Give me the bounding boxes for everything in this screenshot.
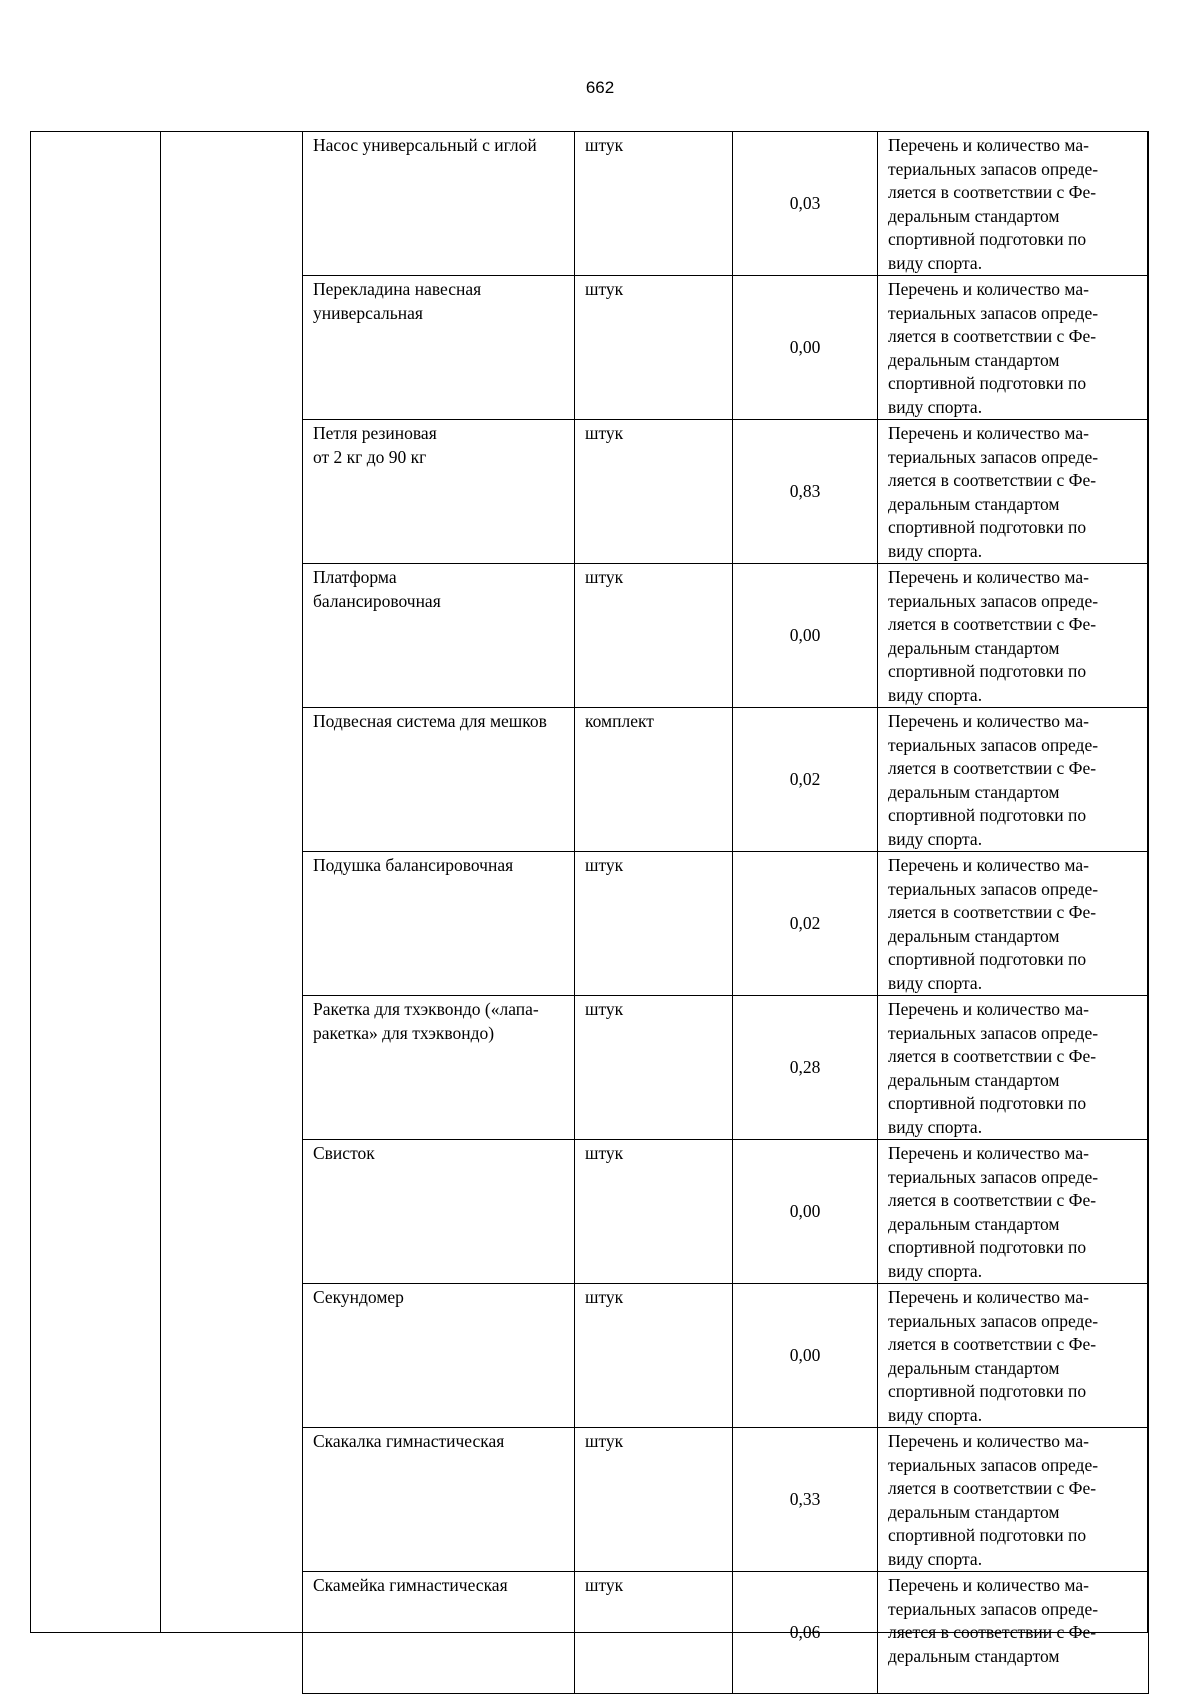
- item-name: Перекладина навесная универсальная: [303, 276, 575, 420]
- table-row: [303, 276, 1149, 420]
- item-note-line: териальных запасов опреде-: [888, 1310, 1099, 1331]
- item-note-line: ляется в соответствии с Фе-: [888, 1190, 1097, 1210]
- item-note-line: спортивной подготовки по: [888, 1381, 1087, 1401]
- item-quantity: 0,02: [733, 708, 878, 852]
- item-note-line: спортивной подготовки по: [888, 805, 1087, 825]
- item-name: Свисток: [303, 1140, 575, 1284]
- item-note-line: спортивной подготовки по: [888, 373, 1087, 393]
- item-name: Ракетка для тхэквондо («лапа-ракетка» для тхэквондо): [303, 996, 575, 1140]
- item-quantity: 0,28: [733, 996, 878, 1140]
- item-quantity: 0,03: [733, 132, 878, 276]
- item-note-line: ляется в соответствии с Фе-: [888, 1478, 1097, 1498]
- item-note-line: ляется в соответствии с Фе-: [888, 1334, 1097, 1354]
- item-note-line: Перечень и количество ма-: [888, 135, 1089, 155]
- materials-table-body: [303, 132, 1149, 1694]
- item-note-line: деральным стандартом: [888, 349, 1060, 370]
- item-note: [878, 132, 1149, 276]
- item-note-line: Перечень и количество ма-: [888, 1431, 1089, 1451]
- item-note-line: Перечень и количество ма-: [888, 1143, 1089, 1163]
- item-note: [878, 996, 1149, 1140]
- item-quantity: 0,00: [733, 1140, 878, 1284]
- item-unit: штук: [575, 1572, 733, 1694]
- item-note-line: спортивной подготовки по: [888, 1525, 1087, 1545]
- item-note-line: ляется в соответствии с Фе-: [888, 614, 1097, 634]
- item-note-line: виду спорта.: [888, 684, 983, 705]
- materials-table: [302, 131, 1149, 1694]
- table-row: [303, 564, 1149, 708]
- table-row: [303, 1284, 1149, 1428]
- item-unit: штук: [575, 852, 733, 996]
- item-note-line: териальных запасов опреде-: [888, 1598, 1099, 1619]
- item-note: [878, 1572, 1149, 1694]
- item-note-line: териальных запасов опреде-: [888, 878, 1099, 899]
- item-note-line: Перечень и количество ма-: [888, 423, 1089, 443]
- item-quantity: 0,33: [733, 1428, 878, 1572]
- item-note: [878, 1428, 1149, 1572]
- item-name: Скамейка гимнастическая: [303, 1572, 575, 1694]
- item-note-line: деральным стандартом: [888, 1213, 1060, 1234]
- item-unit: штук: [575, 1284, 733, 1428]
- item-note-line: териальных запасов опреде-: [888, 1166, 1099, 1187]
- item-note-line: териальных запасов опреде-: [888, 590, 1099, 611]
- item-quantity: 0,02: [733, 852, 878, 996]
- item-note-line: ляется в соответствии с Фе-: [888, 182, 1097, 202]
- table-row: [303, 852, 1149, 996]
- item-note-line: Перечень и количество ма-: [888, 1287, 1089, 1307]
- item-quantity: 0,00: [733, 564, 878, 708]
- item-note-line: спортивной подготовки по: [888, 229, 1087, 249]
- column-divider-1: [160, 131, 161, 1633]
- item-note-line: виду спорта.: [888, 1548, 983, 1569]
- table-row: [303, 708, 1149, 852]
- item-name: Подвесная система для мешков: [303, 708, 575, 852]
- item-note-line: спортивной подготовки по: [888, 661, 1087, 681]
- item-quantity: 0,06: [733, 1572, 878, 1694]
- table-row: [303, 1572, 1149, 1694]
- item-note-line: Перечень и количество ма-: [888, 711, 1089, 731]
- item-note-line: деральным стандартом: [888, 493, 1060, 514]
- item-note-line: Перечень и количество ма-: [888, 855, 1089, 875]
- item-note-line: ляется в соответствии с Фе-: [888, 470, 1097, 490]
- item-note-line: виду спорта.: [888, 396, 983, 417]
- item-note-line: виду спорта.: [888, 540, 983, 561]
- table-row: [303, 1428, 1149, 1572]
- table-row: [303, 132, 1149, 276]
- item-note-line: деральным стандартом: [888, 1357, 1060, 1378]
- item-note-line: деральным стандартом: [888, 1501, 1060, 1522]
- item-note-line: териальных запасов опреде-: [888, 158, 1099, 179]
- item-name: Насос универсальный с иглой: [303, 132, 575, 276]
- item-unit: штук: [575, 996, 733, 1140]
- item-note: [878, 708, 1149, 852]
- item-note-line: деральным стандартом: [888, 925, 1060, 946]
- item-note-line: ляется в соответствии с Фе-: [888, 326, 1097, 346]
- item-note-line: спортивной подготовки по: [888, 517, 1087, 537]
- item-note-line: деральным стандартом: [888, 637, 1060, 658]
- item-note-line: виду спорта.: [888, 1260, 983, 1281]
- item-note-line: спортивной подготовки по: [888, 1093, 1087, 1113]
- item-name: Петля резиновая от 2 кг до 90 кг: [303, 420, 575, 564]
- item-note-line: териальных запасов опреде-: [888, 734, 1099, 755]
- item-note-line: териальных запасов опреде-: [888, 302, 1099, 323]
- item-note-line: Перечень и количество ма-: [888, 567, 1089, 587]
- item-note-line: виду спорта.: [888, 972, 983, 993]
- item-note-line: териальных запасов опреде-: [888, 1454, 1099, 1475]
- item-note-line: виду спорта.: [888, 1404, 983, 1425]
- item-note-line: деральным стандартом: [888, 781, 1060, 802]
- item-note-line: спортивной подготовки по: [888, 949, 1087, 969]
- item-quantity: 0,00: [733, 276, 878, 420]
- item-note-line: ляется в соответствии с Фе-: [888, 758, 1097, 778]
- item-unit: штук: [575, 132, 733, 276]
- item-note: [878, 276, 1149, 420]
- item-note-line: Перечень и количество ма-: [888, 999, 1089, 1019]
- item-note-line: териальных запасов опреде-: [888, 446, 1099, 467]
- item-note-line: виду спорта.: [888, 828, 983, 849]
- item-name: Платформа балансировочная: [303, 564, 575, 708]
- item-note-line: виду спорта.: [888, 252, 983, 273]
- item-note-line: деральным стандартом: [888, 1069, 1060, 1090]
- item-note: [878, 852, 1149, 996]
- item-note-line: териальных запасов опреде-: [888, 1022, 1099, 1043]
- item-name: Скакалка гимнастическая: [303, 1428, 575, 1572]
- item-note: [878, 420, 1149, 564]
- item-note-line: Перечень и количество ма-: [888, 1575, 1089, 1595]
- item-name: Секундомер: [303, 1284, 575, 1428]
- table-row: [303, 996, 1149, 1140]
- item-name: Подушка балансировочная: [303, 852, 575, 996]
- item-unit: комплект: [575, 708, 733, 852]
- item-quantity: 0,00: [733, 1284, 878, 1428]
- item-note-line: ляется в соответствии с Фе-: [888, 902, 1097, 922]
- item-note-line: деральным стандартом: [888, 205, 1060, 226]
- item-note-line: Перечень и количество ма-: [888, 279, 1089, 299]
- item-note: [878, 564, 1149, 708]
- item-note-line: ляется в соответствии с Фе-: [888, 1622, 1097, 1642]
- item-note-line: спортивной подготовки по: [888, 1237, 1087, 1257]
- item-unit: штук: [575, 420, 733, 564]
- item-note: [878, 1284, 1149, 1428]
- page-number: 662: [585, 78, 615, 97]
- item-note-line: деральным стандартом: [888, 1645, 1060, 1666]
- table-row: [303, 420, 1149, 564]
- table-row: [303, 1140, 1149, 1284]
- item-note-line: виду спорта.: [888, 1116, 983, 1137]
- item-quantity: 0,83: [733, 420, 878, 564]
- item-unit: штук: [575, 1428, 733, 1572]
- item-note-line: ляется в соответствии с Фе-: [888, 1046, 1097, 1066]
- item-note: [878, 1140, 1149, 1284]
- item-unit: штук: [575, 1140, 733, 1284]
- item-unit: штук: [575, 276, 733, 420]
- item-unit: штук: [575, 564, 733, 708]
